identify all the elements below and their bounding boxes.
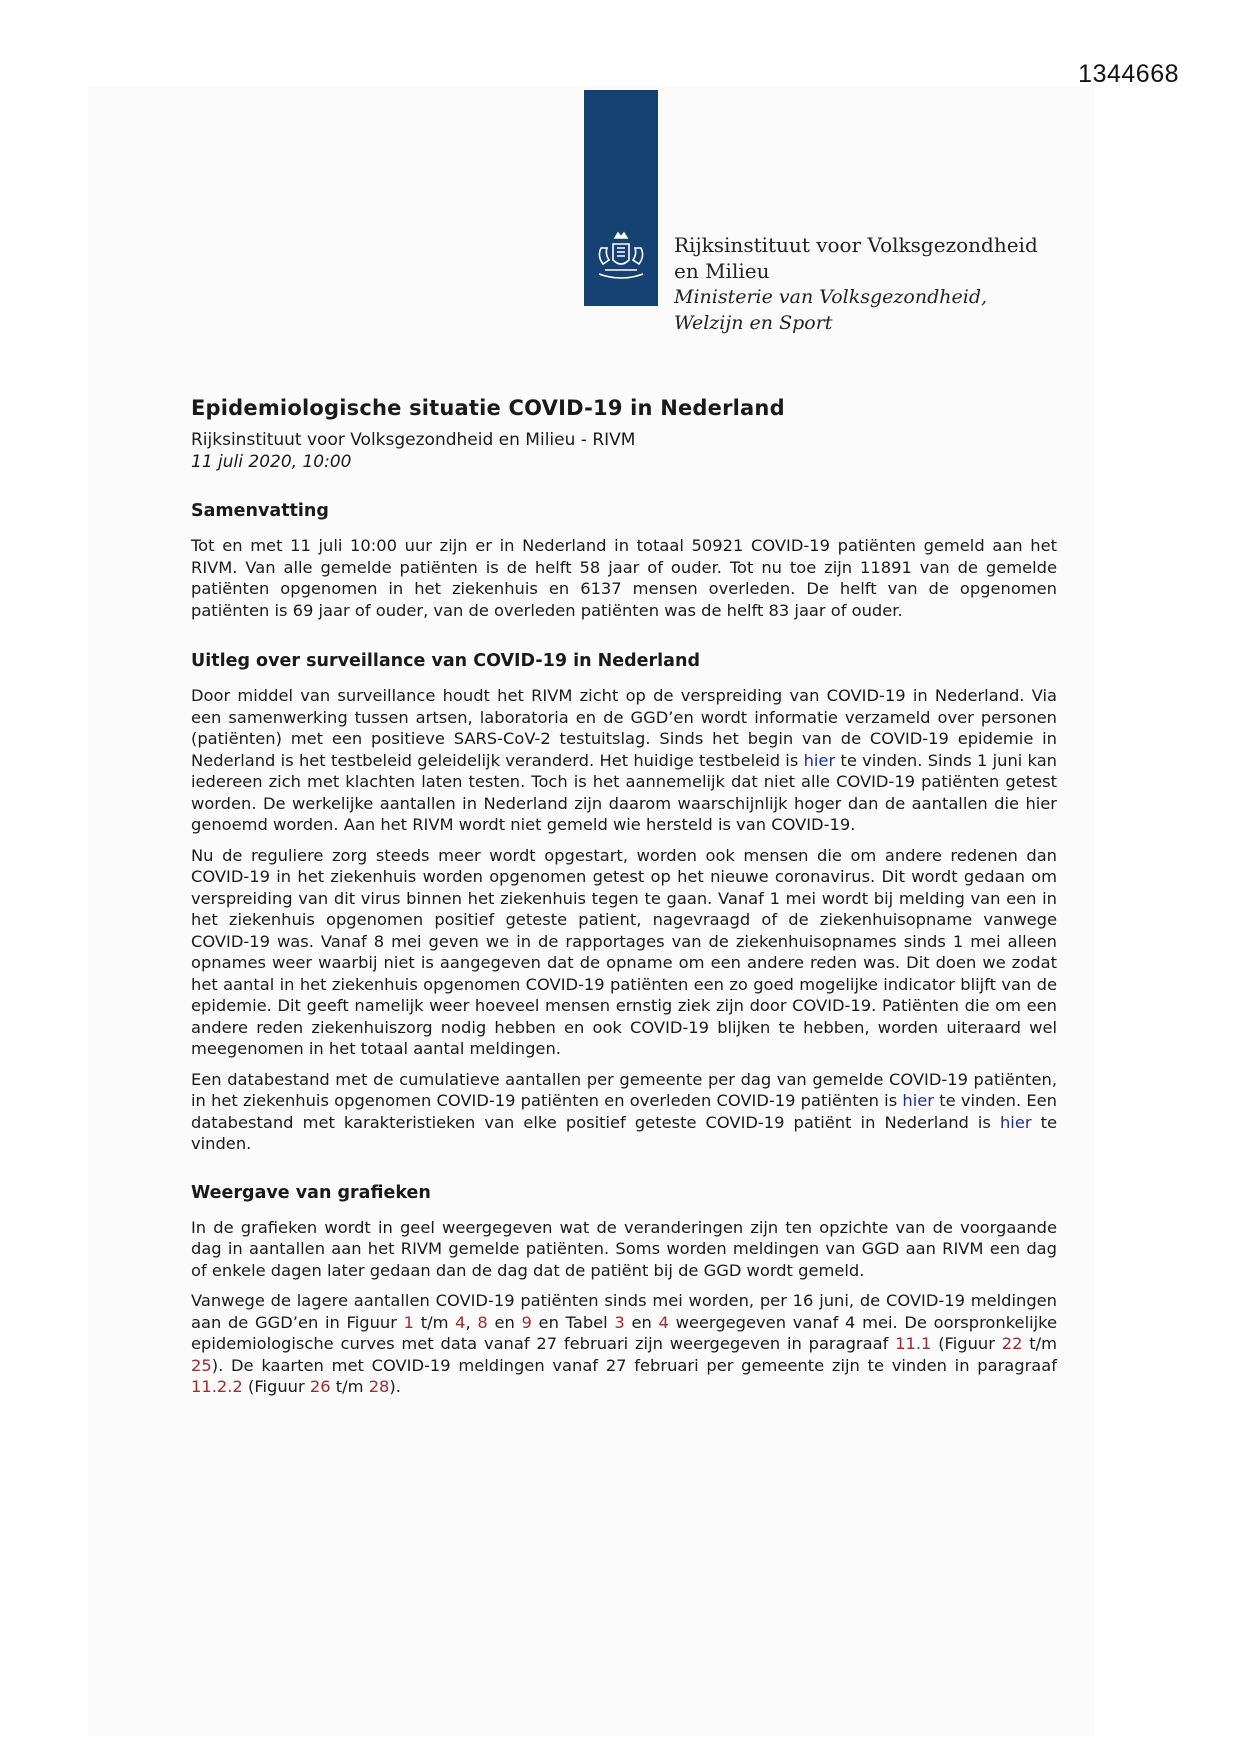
text-run: en [624,1312,659,1332]
document-id: 1344668 [1078,60,1179,88]
section-11-2-2-ref[interactable]: 11.2.2 [191,1377,243,1396]
institute-name-line2: en Milieu [674,259,770,283]
institute-name-line1: Rijksinstituut voor Volksgezondheid [674,233,1038,257]
table-3-ref[interactable]: 3 [614,1312,625,1332]
testbeleid-link[interactable]: hier [803,750,836,770]
text-run: en [487,1312,522,1332]
surveillance-paragraph-2: Nu de reguliere zorg steeds meer wordt opgestart, worden ook mensen die om andere redenen dan COVID-19 in het ziekenhuis worden opgenomen getest op het nieuwe coronavirus. Dit wordt gedaan om verspreiding van dit virus binnen het ziekenhuis tegen te gaan. Vanaf 1 mei wordt bij melding van een in het ziekenhuis opgenomen positief geteste patient, nagevraagd of de ziekenhuisopname vanwege COVID-19 was. Vanaf 8 mei geven we in de rapportages van de ziekenhuisopnames sinds 1 mei alleen opnames weer waarbij niet is aangegeven dat de opname om een andere reden was. Dit doen we zodat het aantal in het ziekenhuis opgenomen COVID-19 patiënten een zo goed mogelijke indicator blijft van de epidemie. Dit geeft namelijk weer hoeveel mensen ernstig ziek zijn door COVID-19. Patiënten die om een andere reden ziekenhuiszorg nodig hebben en ook COVID-19 blijken te hebben, worden uiteraard wel meegenomen in het totaal aantal meldingen. [191,845,1057,1058]
text-run: , [465,1312,478,1332]
text-run: Door middel van surveillance houdt het RIVM zicht op de verspreiding van COVID-19 in Nederland. Via een samenwerking tussen artsen, laboratoria en de GGD’en wordt informatie verzameld over personen (patiënten) met een positieve SARS-CoV-2 testuitslag. Sinds het begin van de COVID-19 epidemie in Nederland is het testbeleid geleidelijk veranderd. Het huidige testbeleid is [191,686,1057,770]
text-run: te vinden. Een databestand met karakteristieken van elke positief geteste COVID-19 patiënt in Nederland is [191,1091,1057,1132]
graphs-heading: Weergave van grafieken [191,1182,431,1203]
text-run: (Figuur [242,1377,310,1396]
report-date: 11 juli 2020, 10:00 [191,452,352,472]
text-run: te vinden. Sinds 1 juni kan iedereen zich met klachten laten testen. Toch is het aannemelijk dat niet alle COVID-19 patiënten getest worden. De werkelijke aantallen in Nederland zijn daarom waarschijnlijk hoger dan de aantallen die hier genoemd worden. Aan het RIVM wordt niet gemeld wie hersteld is van COVID-19. [191,750,1057,834]
table-4-ref[interactable]: 4 [658,1312,669,1332]
page-subtitle: Rijksinstituut voor Volksgezondheid en Milieu - RIVM [191,430,636,450]
page-title: Epidemiologische situatie COVID-19 in Nederland [191,396,785,420]
figure-25-ref[interactable]: 25 [191,1355,212,1375]
figure-1-ref[interactable]: 1 [403,1312,414,1332]
characteristics-dataset-link[interactable]: hier [999,1112,1032,1132]
figure-4-ref[interactable]: 4 [455,1312,466,1332]
logo-wordmark [674,232,1038,336]
text-run: t/m [330,1377,369,1396]
text-run: Vanwege de lagere aantallen COVID-19 patiënten sinds mei worden, per 16 juni, de COVID-19 meldingen aan de GGD’en in Figuur [191,1291,1057,1332]
ministry-name-line2: Welzijn en Sport [674,312,833,334]
text-run: (Figuur [931,1334,1002,1353]
surveillance-paragraph-3 [191,1069,1057,1155]
figure-22-ref[interactable]: 22 [1001,1334,1023,1353]
surveillance-paragraph-1 [191,685,1057,836]
ministry-name-line1: Ministerie van Volksgezondheid, [674,286,988,308]
document-content [191,394,1057,1398]
figure-9-ref[interactable]: 9 [521,1312,532,1332]
text-run: t/m [414,1312,456,1332]
figure-28-ref[interactable]: 28 [368,1377,390,1396]
text-run: te vinden. [191,1112,1058,1153]
graphs-paragraph-2 [191,1290,1057,1398]
text-run: t/m [1022,1334,1057,1353]
surveillance-heading: Uitleg over surveillance van COVID-19 in Nederland [191,651,700,671]
cumulative-dataset-link[interactable]: hier [902,1091,934,1110]
text-run: en Tabel [531,1312,615,1332]
graphs-paragraph-1: In de grafieken wordt in geel weergegeven wat de veranderingen zijn ten opzichte van de voorgaande dag in aantallen aan het RIVM gemelde patiënten. Soms worden meldingen van GGD aan RIVM een dag of enkele dagen later gedaan dan de dag dat de patiënt bij de GGD wordt gemeld. [191,1217,1057,1280]
text-run: ). De kaarten met COVID-19 meldingen vanaf 27 februari per gemeente zijn te vinden in paragraaf [211,1355,1057,1375]
figure-8-ref[interactable]: 8 [477,1312,488,1332]
coat-of-arms-icon [591,230,651,290]
text-run: weergegeven vanaf 4 mei. De oorspronkelijke epidemiologische curves met data vanaf 27 februari zijn weergegeven in paragraaf [191,1312,1057,1353]
text-run: Een databestand met de cumulatieve aantallen per gemeente per dag van gemelde COVID-19 patiënten, in het ziekenhuis opgenomen COVID-19 patiënten en overleden COVID-19 patiënten is [191,1069,1057,1110]
text-run: ). [389,1377,401,1396]
figure-26-ref[interactable]: 26 [309,1377,331,1396]
section-11-1-ref[interactable]: 11.1 [895,1334,932,1353]
summary-paragraph: Tot en met 11 juli 10:00 uur zijn er in Nederland in totaal 50921 COVID-19 patiënten gemeld aan het RIVM. Van alle gemelde patiënten is de helft 58 jaar of ouder. Tot nu toe zijn 11891 van de gemelde patiënten opgenomen in het ziekenhuis en 6137 mensen overleden. De helft van de opgenomen patiënten is 69 jaar of ouder, van de overleden patiënten was de helft 83 jaar of ouder. [191,536,1057,620]
rijksoverheid-logo [584,90,658,306]
summary-heading: Samenvatting [191,501,329,521]
